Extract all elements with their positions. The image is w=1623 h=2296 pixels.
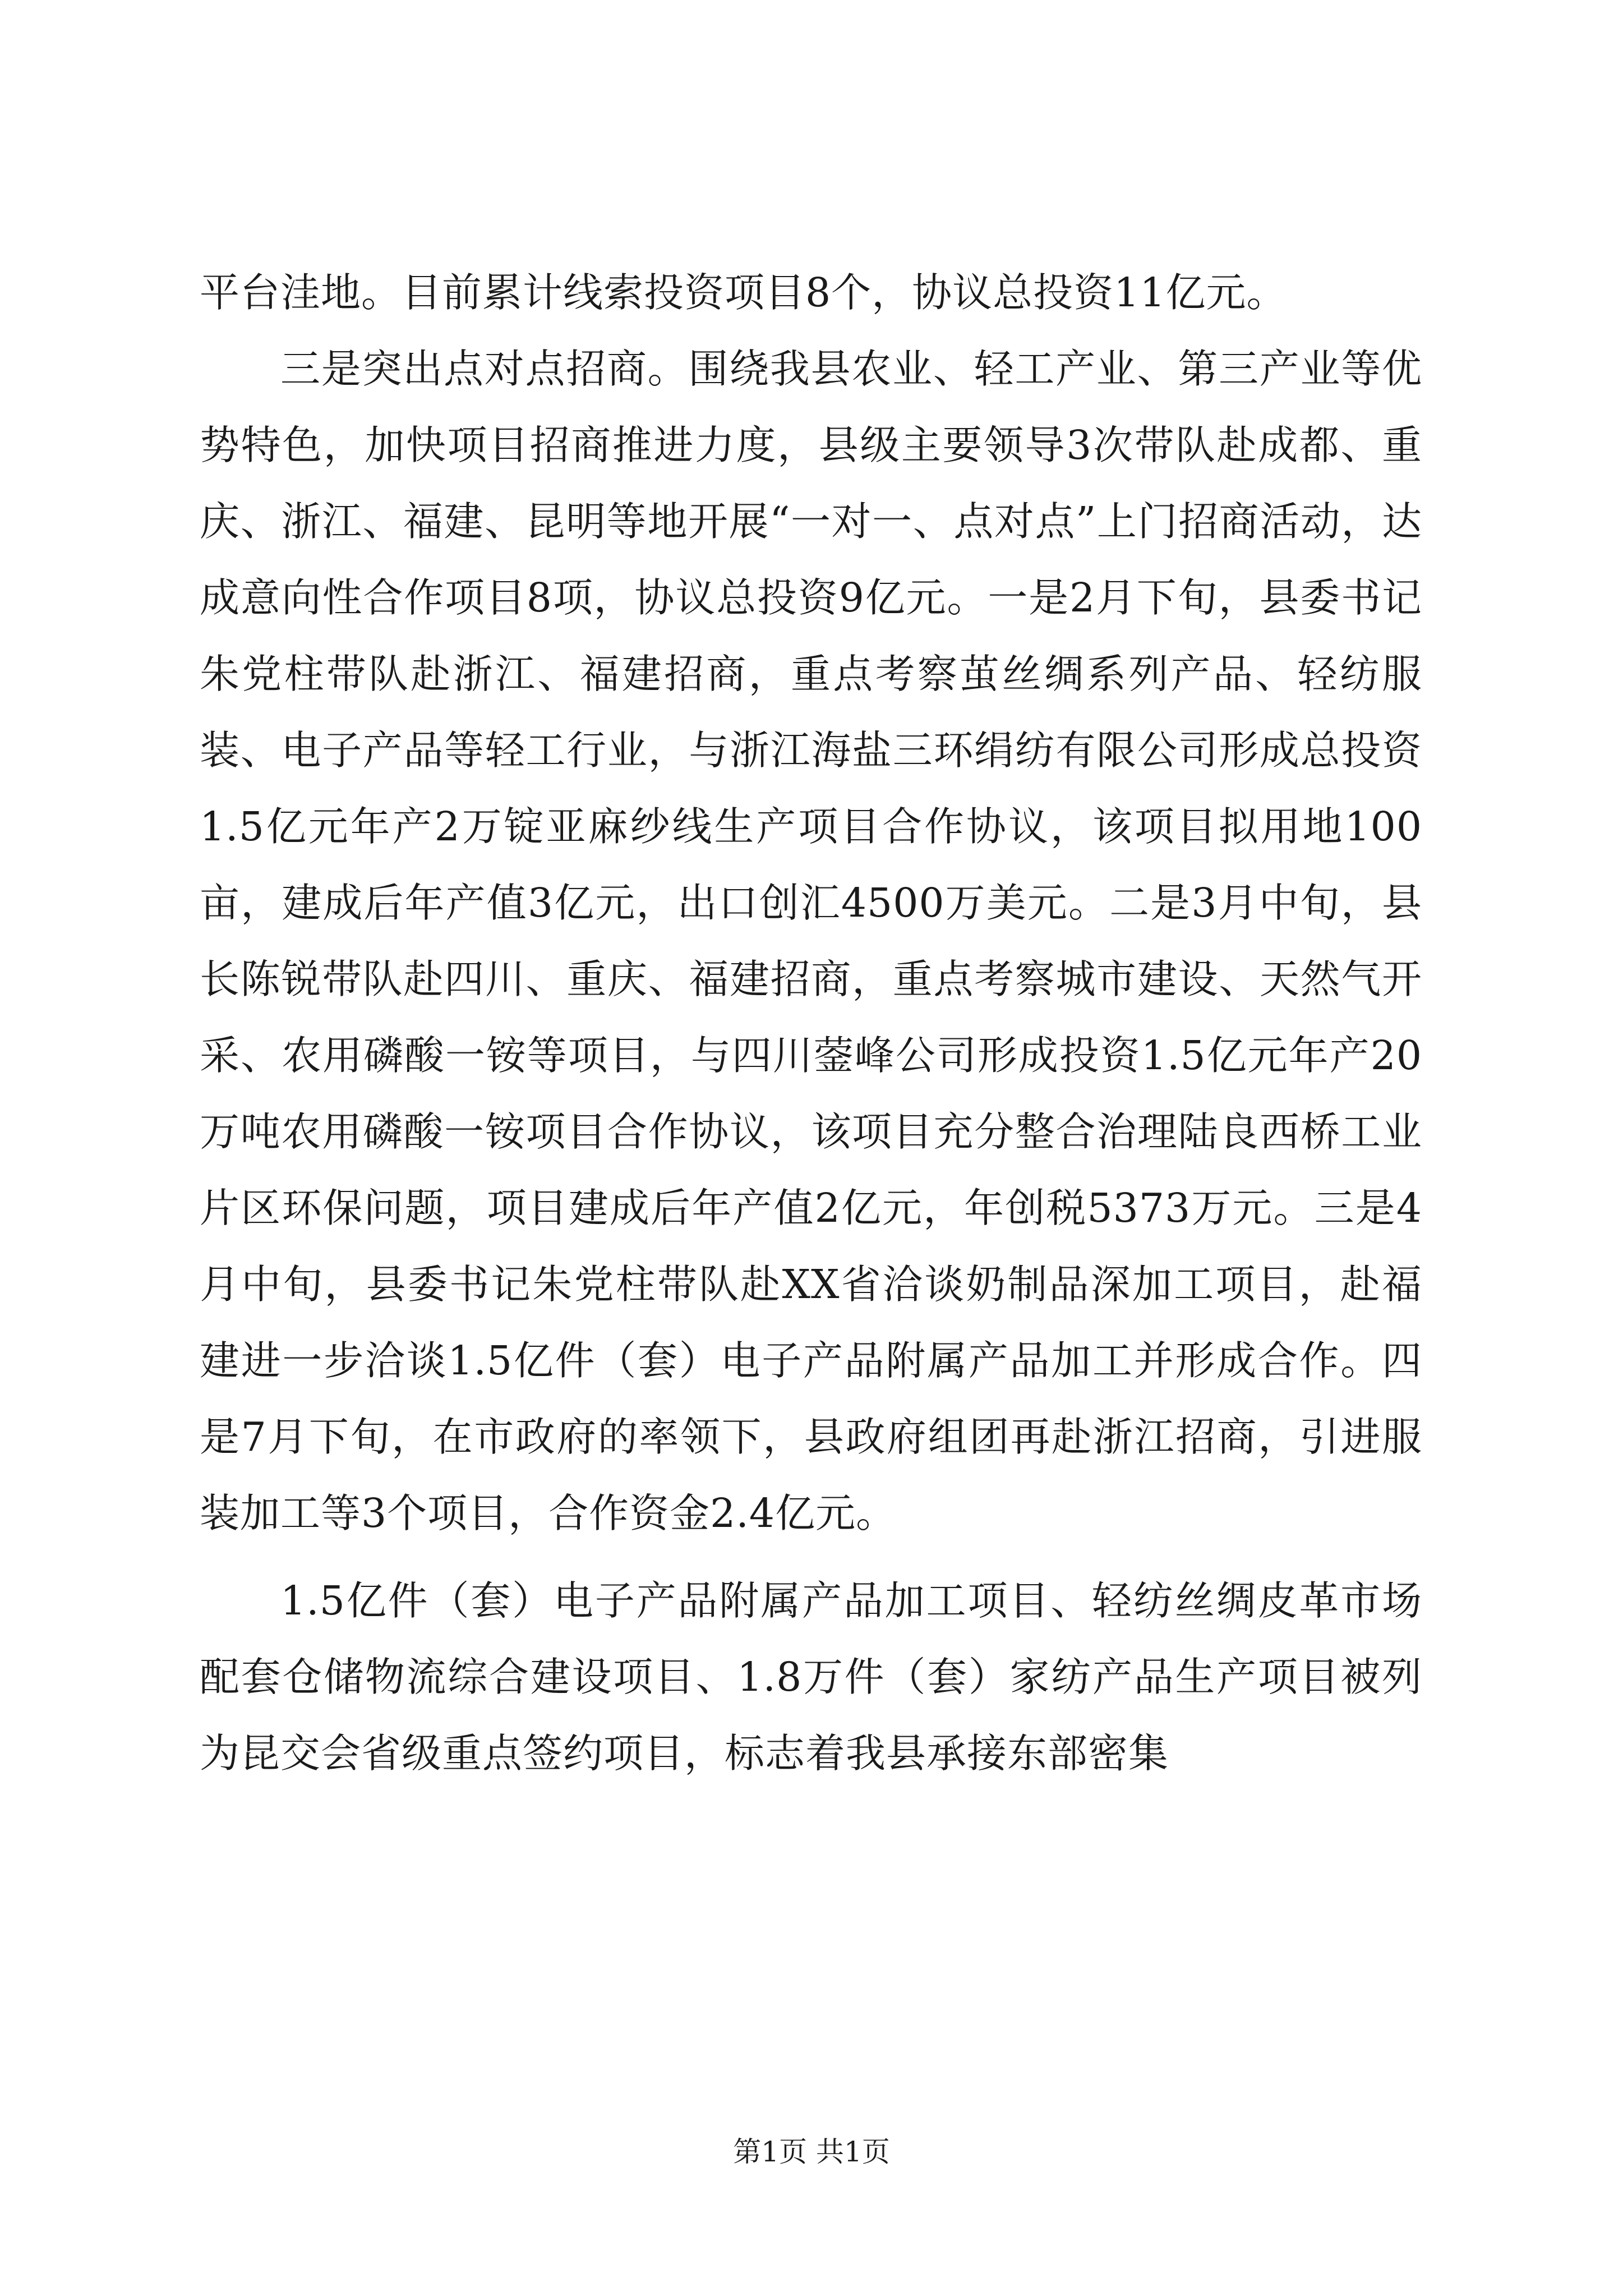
- paragraph-point-to-point-investment: 三是突出点对点招商。围绕我县农业、轻工产业、第三产业等优势特色，加快项目招商推进力度，县级主要领导3次带队赴成都、重庆、浙江、福建、昆明等地开展“一对一、点对点”上门招商活动，达成意向性合作项目8项，协议总投资9亿元。一是2月下旬，县委书记朱党柱带队赴浙江、福建招商，重点考察茧丝绸系列产品、轻纺服装、电子产品等轻工行业，与浙江海盐三环绢纺有限公司形成总投资1.5亿元年产2万锭亚麻纱线生产项目合作协议，该项目拟用地100亩，建成后年产值3亿元，出口创汇4500万美元。二是3月中旬，县长陈锐带队赴四川、重庆、福建招商，重点考察城市建设、天然气开采、农用磷酸一铵等项目，与四川蓥峰公司形成投资1.5亿元年产20万吨农用磷酸一铵项目合作协议，该项目充分整合治理陆良西桥工业片区环保问题，项目建成后年产值2亿元，年创税5373万元。三是4月中旬，县委书记朱党柱带队赴XX省洽谈奶制品深加工项目，赴福建进一步洽谈1.5亿件（套）电子产品附属产品加工并形成合作。四是7月下旬，在市政府的率领下，县政府组团再赴浙江招商，引进服装加工等3个项目，合作资金2.4亿元。: [200, 346, 1422, 1536]
- document-body: [200, 255, 1422, 1792]
- page-footer: 第1页 共1页: [733, 2136, 890, 2168]
- paragraph-key-signed-projects: 1.5亿件（套）电子产品附属产品加工项目、轻纺丝绸皮革市场配套仓储物流综合建设项目、1.8万件（套）家纺产品生产项目被列为昆交会省级重点签约项目，标志着我县承接东部密集: [200, 1577, 1422, 1777]
- paragraph-continuation: 平台洼地。目前累计线索投资项目8个，协议总投资11亿元。: [200, 269, 1287, 316]
